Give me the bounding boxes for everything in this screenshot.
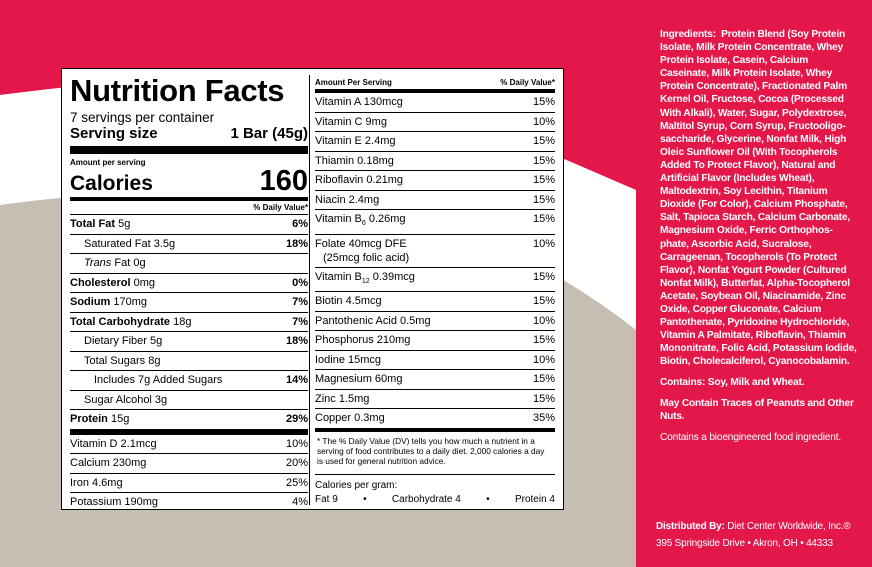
vitamin-row: Riboflavin 0.21mg 15% xyxy=(315,171,555,191)
vitamin-row: Iron 4.6mg 25% xyxy=(70,473,308,493)
nutrition-right-column xyxy=(315,78,555,505)
serving-size-value: 1 Bar (45g) xyxy=(230,125,308,142)
nutrient-row: Total Sugars 8g xyxy=(70,351,308,371)
vitamin-row: Vitamin E 2.4mg 15% xyxy=(315,132,555,152)
nutrient-row: Trans Fat 0g xyxy=(70,253,308,273)
vitamin-row: Thiamin 0.18mg 15% xyxy=(315,152,555,172)
vitamin-row: Iodine 15mcg 10% xyxy=(315,351,555,371)
nutrition-facts-panel xyxy=(61,68,564,510)
nutrient-row: Dietary Fiber 5g 18% xyxy=(70,331,308,351)
vitamin-row: Phosphorus 210mg 15% xyxy=(315,331,555,351)
bioengineered-statement: Contains a bioengineered food ingredient. xyxy=(660,432,841,444)
nutrition-title: Nutrition Facts xyxy=(70,73,285,108)
nutrition-left-column xyxy=(70,75,308,512)
nutrient-row: Sugar Alcohol 3g xyxy=(70,390,308,410)
column-divider xyxy=(309,75,310,505)
nutrient-row: Includes 7g Added Sugars 14% xyxy=(70,370,308,390)
serving-size-label: Serving size xyxy=(70,125,158,142)
vitamin-row: Vitamin $B_{12}$ 0.39mcg 15% xyxy=(315,268,555,293)
thick-divider xyxy=(70,146,308,154)
vitamin-row: Magnesium 60mg 15% xyxy=(315,370,555,390)
vitamin-row: Pantothenic Acid 0.5mg 10% xyxy=(315,312,555,332)
ingredients-label: Ingredients: xyxy=(660,29,716,40)
nutrient-row: Cholesterol 0mg 0% xyxy=(70,273,308,293)
calories-per-gram-values: Fat 9 • Carbohydrate 4 • Protein 4 xyxy=(315,493,555,505)
vitamin-row: Vitamin A 130mcg 15% xyxy=(315,93,555,113)
calories-per-gram-label: Calories per gram: xyxy=(315,474,555,491)
servings-per-container: 7 servings per container xyxy=(70,110,215,125)
allergen-may-contain: May Contain Traces of Peanuts and Other Nuts. xyxy=(660,398,854,423)
vitamin-row: Biotin 4.5mcg 15% xyxy=(315,292,555,312)
vitamin-row: Copper 0.3mg 35% xyxy=(315,409,555,432)
vitamin-row: Vitamin $B_6$ 0.26mg 15% xyxy=(315,210,555,235)
daily-value-header: % Daily Value* xyxy=(70,197,308,214)
vitamin-row: Zinc 1.5mg 15% xyxy=(315,390,555,410)
distributor-info: Distributed By: Diet Center Worldwide, Inc.® 395 Springside Drive • Akron, OH • 44333 xyxy=(656,521,851,549)
nutrient-row: Saturated Fat 3.5g 18% xyxy=(70,234,308,254)
nutrient-row: Sodium 170mg 7% xyxy=(70,292,308,312)
ingredients-panel xyxy=(636,0,872,567)
vitamin-row: Niacin 2.4mg 15% xyxy=(315,191,555,211)
vitamin-row: Calcium 230mg 20% xyxy=(70,453,308,473)
nutrient-row: Total Fat 5g 6% xyxy=(70,214,308,234)
calories-label: Calories xyxy=(70,172,153,195)
calories-value: 160 xyxy=(259,165,308,197)
vitamin-row: Vitamin D 2.1mcg 10% xyxy=(70,437,308,450)
vitamin-row: Potassium 190mg 4% xyxy=(70,492,308,512)
vitamin-row: Folate 40mcg DFE (25mcg folic acid) 10% xyxy=(315,235,555,268)
daily-value-footnote: * The % Daily Value (DV) tells you how much a nutrient in a serving of food contributes to a daily diet. 2,000 calories a day is used for general nutrition advice. xyxy=(317,435,545,466)
allergen-contains: Contains: Soy, Milk and Wheat. xyxy=(660,377,805,389)
calories-row xyxy=(70,167,308,195)
ingredients-text: Ingredients: Protein Blend (Soy Protein Isolate, Milk Protein Concentrate, Whey Protein Isolate, Casein, Calcium Caseinate, Milk Protein Isolate, Whey Protein Concentrate), Fractionated Palm Kernel Oil, Fructose, Cocoa (Processed With Alkali), Water, Sugar, Polydextrose, Maltitol Syrup, Corn Syrup, Fructooligo-saccharide, Glycerine, Nonfat Milk, High Oleic Sunflower Oil (With Tocopherols Added To Protect Flavor), Natural and Artificial Flavor (Includes Wheat), Maltodextrin, Soy Lecithin, Titanium Dioxide (For Color), Calcium Phosphate, Salt, Tapioca Starch, Calcium Carbonate, Magnesium Oxide, Ferric Orthophos-phate, Ascorbic Acid, Sucralose, Carrageenan, Tocopherols (To Protect Flavor), Nonfat Yogurt Powder (Cultured Nonfat Milk), Butterfat, Alpha-Tocopherol Acetate, Soybean Oil, Niacinamide, Zinc Oxide, Copper Gluconate, Calcium Pantothenate, Pyridoxine Hydrochloride, Vitamin A Palmitate, Riboflavin, Thiamin Mononitrate, Folic Acid, Potassium Iodide, Biotin, Cholecalciferol, Cyanocobalamin. xyxy=(660,29,857,368)
amount-per-serving: Amount per serving xyxy=(70,158,146,167)
right-column-header: Amount Per Serving % Daily Value* xyxy=(315,78,555,93)
nutrient-row: Protein 15g 29% xyxy=(70,409,308,435)
vitamin-row: Vitamin C 9mg 10% xyxy=(315,113,555,133)
nutrient-row: Total Carbohydrate 18g 7% xyxy=(70,312,308,332)
serving-size xyxy=(70,125,308,143)
